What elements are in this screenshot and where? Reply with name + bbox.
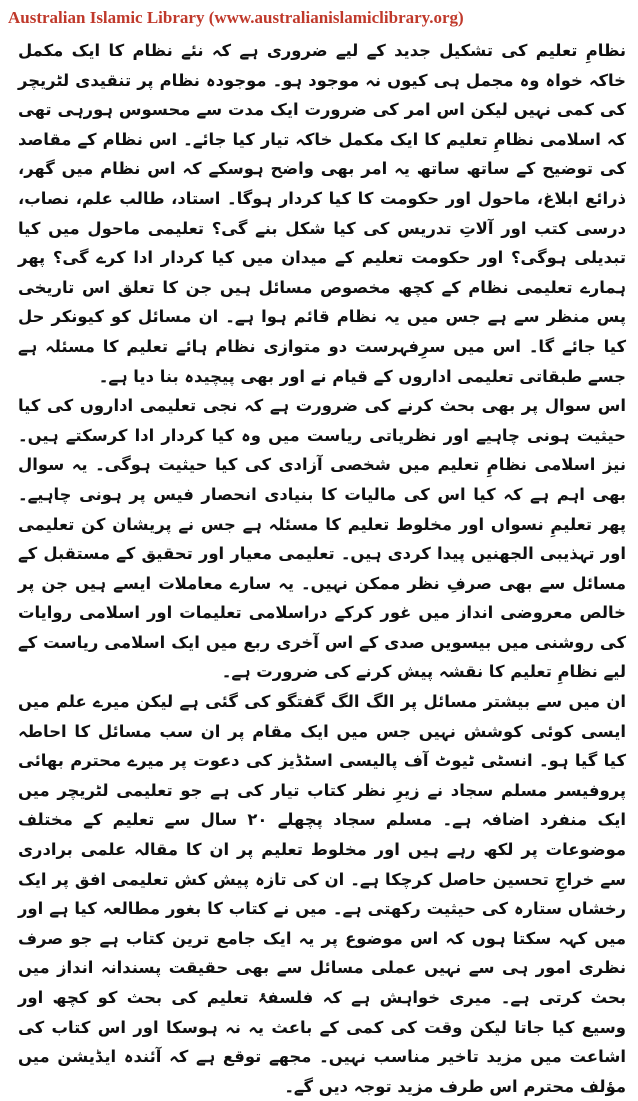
urdu-body-text <box>18 36 626 1101</box>
paragraph-1: نظامِ تعلیم کی تشکیل جدید کے لیے ضروری ہے کہ نئے نظام کا ایک مکمل خاکہ خواہ وہ مجمل ہی کیوں نہ موجود ہو۔ موجودہ نظام پر تنقیدی لٹریچر کی کمی نہیں لیکن اس امر کی ضرورت ایک مدت سے محسوس ہورہی تھی کہ اسلامی نظامِ تعلیم کا ایک مکمل خاکہ تیار کیا جائے۔ اس نظام کے مقاصد کی توضیح کے ساتھ ساتھ یہ امر بھی واضح ہوسکے کہ اس نظام میں گھر، ذرائع ابلاغ، ماحول اور حکومت کا کیا کردار ہوگا۔ استاد، طالب علم، نصاب، درسی کتب اور آلاتِ تدریس کی کیا شکل بنے گی؟ تعلیمی ماحول میں کیا تبدیلی ہوگی؟ اور حکومت تعلیم کے میدان میں کیا کردار ادا کرے گی؟ پھر ہمارے تعلیمی نظام کے کچھ مخصوص مسائل ہیں جن کا تعلق اس تاریخی پس منظر سے ہے جس میں یہ نظام قائم ہوا ہے۔ ان مسائل کو کیونکر حل کیا جائے گا۔ اس میں سرِفہرست دو متوازی نظام ہائے تعلیم کا مسئلہ ہے جسے طبقاتی تعلیمی اداروں کے قیام نے اور بھی پیچیدہ بنا دیا ہے۔ <box>18 41 626 386</box>
paragraph-3: ان میں سے بیشتر مسائل پر الگ الگ گفتگو کی گئی ہے لیکن میرے علم میں ایسی کوئی کوشش نہیں جس میں ایک مقام پر ان سب مسائل کا احاطہ کیا گیا ہو۔ انسٹی ٹیوٹ آف پالیسی اسٹڈیز کی دعوت پر میرے محترم بھائی پروفیسر مسلم سجاد نے زیرِ نظر کتاب تیار کی ہے جو تعلیمی لٹریچر میں ایک منفرد اضافہ ہے۔ مسلم سجاد پچھلے ۲۰ سال سے تعلیم کے مختلف موضوعات پر لکھ رہے ہیں اور مخلوط تعلیم پر ان کا مقالہ علمی برادری سے خراجِ تحسین حاصل کرچکا ہے۔ ان کی تازہ پیش کش تعلیمی افق پر ایک رخشاں ستارہ کی حیثیت رکھتی ہے۔ میں نے کتاب کا بغور مطالعہ کیا ہے اور میں کہہ سکتا ہوں کہ اس موضوع پر یہ ایک جامع ترین کتاب ہے جو صرف نظری امور ہی سے نہیں عملی مسائل سے بھی حقیقت پسندانہ انداز میں بحث کرتی ہے۔ میری خواہش ہے کہ فلسفۂ تعلیم کی بحث کو کچھ اور وسیع کیا جاتا لیکن وقت کی کمی کے باعث یہ نہ ہوسکا اور اس کتاب کی اشاعت میں مزید تاخیر مناسب نہیں۔ مجھے توقع ہے کہ آئندہ ایڈیشن میں مؤلف محترم اس طرف مزید توجہ دیں گے۔ <box>18 692 627 1096</box>
source-attribution-header: Australian Islamic Library (www.australianislamiclibrary.org) <box>8 8 464 27</box>
paragraph-2: اس سوال پر بھی بحث کرنے کی ضرورت ہے کہ نجی تعلیمی اداروں کی کیا حیثیت ہونی چاہیے اور نظریاتی ریاست میں وہ کیا کردار ادا کرسکتے ہیں۔ نیز اسلامی نظامِ تعلیم میں شخصی آزادی کی کیا حیثیت ہوگی۔ یہ سوال بھی اہم ہے کہ کیا اس کی مالیات کا بنیادی انحصار فیس پر ہونی چاہیے۔ پھر تعلیمِ نسواں اور مخلوط تعلیم کا مسئلہ ہے جس نے پریشان کن تعلیمی اور تہذیبی الجھنیں پیدا کردی ہیں۔ تعلیمی معیار اور تحقیق کے مستقبل کے مسائل سے بھی صرفِ نظر ممکن نہیں۔ یہ سارے معاملات ایسے ہیں جن پر خالص معروضی انداز میں غور کرکے دراسلامی تعلیمات اور اسلامی روایات کی روشنی میں بیسویں صدی کے اس آخری ربع میں ایک اسلامی ریاست کے لیے نظامِ تعلیم کا نقشہ پیش کرنے کی ضرورت ہے۔ <box>18 396 626 682</box>
